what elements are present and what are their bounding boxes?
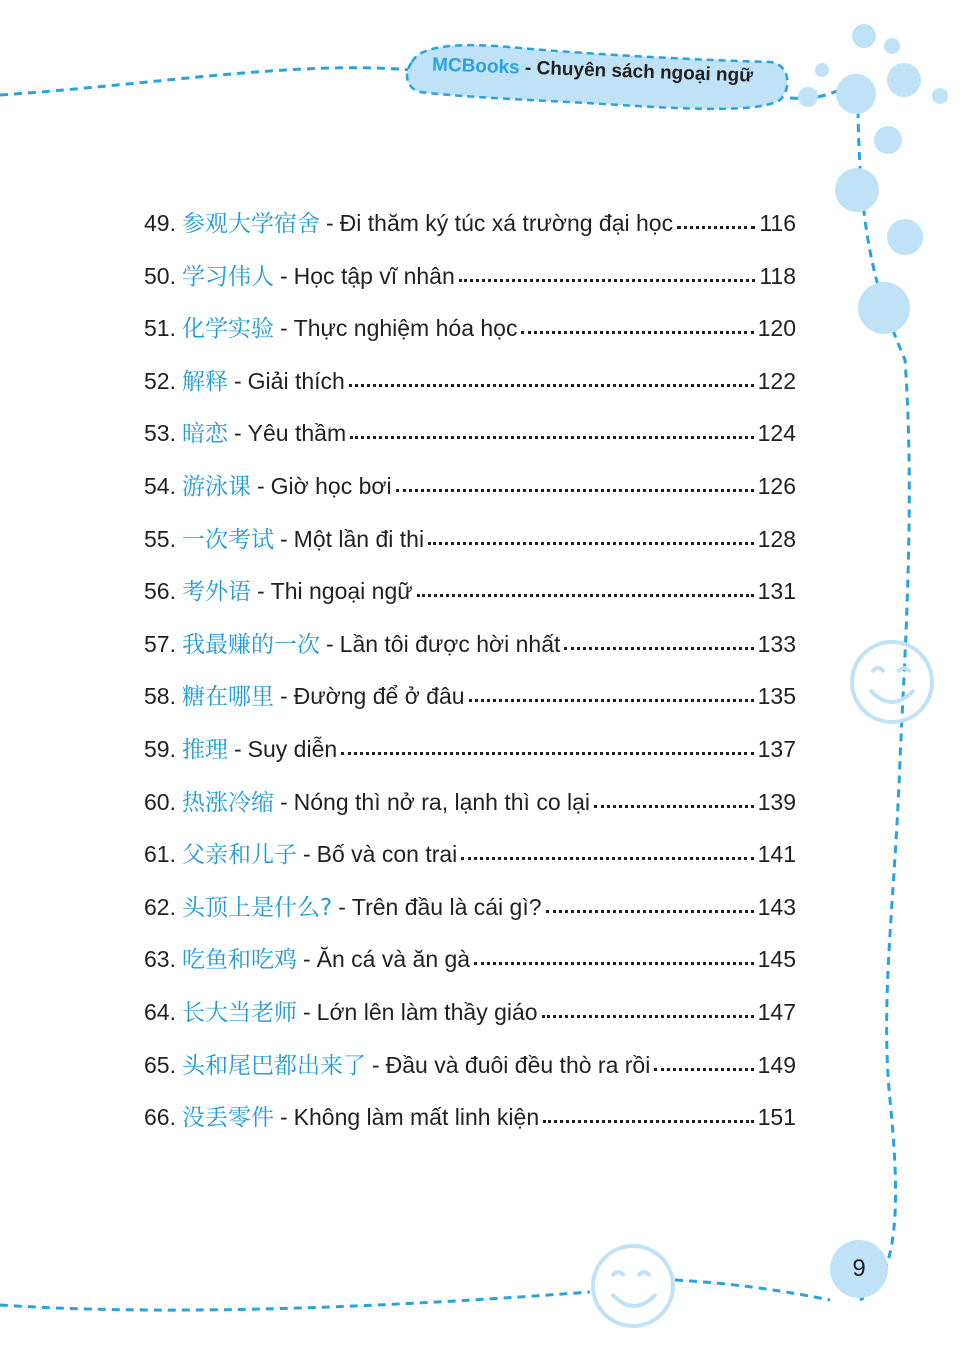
- entry-chinese-title: 头和尾巴都出来了: [181, 1052, 366, 1079]
- entry-dash: -: [256, 472, 265, 499]
- entry-chinese-title: 推理: [181, 736, 228, 763]
- entry-vietnamese-title: Học tập vĩ nhân: [293, 262, 455, 289]
- brand-separator: -: [519, 57, 537, 80]
- entry-chinese-title: 解释: [181, 368, 228, 395]
- toc-entry[interactable]: [144, 836, 796, 889]
- entry-page: 147: [757, 998, 796, 1025]
- entry-chinese-title: 糖在哪里: [181, 684, 274, 711]
- entry-vietnamese-title: Bố và con trai: [316, 841, 458, 868]
- entry-number: 56.: [144, 578, 176, 605]
- entry-vietnamese-title: Nóng thì nở ra, lạnh thì co lại: [293, 788, 591, 815]
- toc-entry[interactable]: [144, 889, 796, 942]
- page-number-text: 9: [852, 1255, 866, 1282]
- entry-number: 64.: [144, 998, 176, 1025]
- entry-dash: -: [279, 1104, 288, 1131]
- entry-chinese-title: 我最赚的一次: [181, 631, 320, 658]
- entry-chinese-title: 父亲和儿子: [181, 842, 297, 869]
- entry-dot-leader: [461, 856, 753, 860]
- toc-entry[interactable]: [144, 1047, 796, 1100]
- entry-chinese-title: 热涨冷缩: [181, 789, 274, 816]
- toc-entry[interactable]: [144, 573, 796, 626]
- entry-dot-leader: [521, 330, 753, 334]
- entry-dash: -: [279, 525, 288, 552]
- entry-number: 61.: [144, 841, 176, 868]
- entry-number: 65.: [144, 1051, 176, 1078]
- entry-dot-leader: [546, 909, 754, 913]
- toc-entry[interactable]: [144, 258, 796, 311]
- entry-vietnamese-title: Ăn cá và ăn gà: [316, 946, 471, 973]
- entry-vietnamese-title: Thi ngoại ngữ: [270, 578, 413, 605]
- entry-page: 145: [757, 946, 796, 973]
- entry-page: 124: [757, 420, 796, 447]
- toc-entry[interactable]: [144, 310, 796, 363]
- entry-dot-leader: [459, 278, 756, 282]
- toc-entry[interactable]: [144, 205, 796, 258]
- toc-entry[interactable]: [144, 994, 796, 1047]
- entry-page: 149: [757, 1051, 796, 1078]
- entry-number: 59.: [144, 735, 176, 762]
- bottom-dashed-border: [0, 1292, 590, 1310]
- entry-number: 53.: [144, 420, 176, 447]
- entry-vietnamese-title: Giờ học bơi: [270, 472, 392, 499]
- entry-chinese-title: 一次考试: [181, 526, 274, 553]
- entry-dash: -: [279, 683, 288, 710]
- entry-vietnamese-title: Suy diễn: [247, 735, 338, 762]
- entry-dash: -: [338, 893, 346, 920]
- entry-vietnamese-title: Trên đầu là cái gì?: [351, 893, 542, 920]
- table-of-contents: [144, 205, 796, 1152]
- bubbles: [798, 24, 948, 334]
- entry-page: 126: [757, 472, 796, 499]
- entry-dash: -: [233, 367, 242, 394]
- smiley-bottom: [593, 1246, 673, 1326]
- entry-dot-leader: [469, 698, 754, 702]
- entry-number: 49.: [144, 210, 176, 236]
- entry-dot-leader: [542, 1014, 754, 1018]
- entry-number: 58.: [144, 683, 176, 710]
- entry-page: 128: [757, 525, 796, 552]
- entry-page: 151: [757, 1104, 796, 1131]
- entry-dash: -: [233, 420, 242, 447]
- entry-dash: -: [371, 1051, 380, 1078]
- entry-page: 131: [757, 578, 796, 605]
- page-number: [830, 1240, 888, 1298]
- entry-vietnamese-title: Thực nghiệm hóa học: [293, 315, 518, 342]
- brand-name: MCBooks: [431, 54, 521, 79]
- entry-dot-leader: [543, 1119, 754, 1123]
- entry-dot-leader: [594, 804, 754, 808]
- entry-chinese-title: 头顶上是什么?: [181, 894, 333, 921]
- entry-number: 66.: [144, 1104, 176, 1131]
- entry-chinese-title: 没丢零件: [181, 1105, 274, 1132]
- entry-chinese-title: 参观大学宿舍: [181, 211, 320, 237]
- entry-dash: -: [325, 630, 334, 657]
- entry-vietnamese-title: Một lần đi thi: [293, 525, 425, 552]
- entry-page: 135: [757, 683, 796, 710]
- entry-page: 141: [757, 841, 796, 868]
- entry-number: 51.: [144, 315, 176, 342]
- entry-number: 54.: [144, 472, 176, 499]
- entry-vietnamese-title: Không làm mất linh kiện: [293, 1104, 540, 1131]
- toc-entry[interactable]: [144, 626, 796, 679]
- entry-vietnamese-title: Yêu thầm: [247, 420, 347, 447]
- brand-tagline: Chuyên sách ngoại ngữ: [536, 58, 754, 87]
- entry-dot-leader: [428, 541, 754, 545]
- entry-vietnamese-title: Giải thích: [247, 367, 345, 394]
- entry-dot-leader: [474, 961, 754, 965]
- toc-entry[interactable]: [144, 784, 796, 837]
- entry-dot-leader: [564, 646, 753, 650]
- entry-page: 120: [757, 315, 796, 342]
- entry-chinese-title: 暗恋: [181, 421, 228, 448]
- smiley-right: [852, 642, 932, 722]
- entry-dash: -: [256, 578, 265, 605]
- entry-chinese-title: 化学实验: [181, 316, 274, 343]
- entry-chinese-title: 学习伟人: [181, 263, 274, 290]
- top-dashed-border: [0, 68, 410, 95]
- entry-vietnamese-title: Lớn lên làm thầy giáo: [316, 998, 538, 1025]
- entry-dot-leader: [341, 751, 753, 755]
- entry-page: 118: [759, 262, 796, 289]
- toc-entry[interactable]: [144, 363, 796, 416]
- entry-chinese-title: 考外语: [181, 579, 251, 606]
- entry-number: 50.: [144, 262, 176, 289]
- entry-page: 133: [757, 630, 796, 657]
- toc-entry[interactable]: [144, 731, 796, 784]
- toc-entry[interactable]: [144, 521, 796, 574]
- entry-dash: -: [279, 315, 288, 342]
- entry-number: 60.: [144, 788, 176, 815]
- entry-number: 57.: [144, 630, 176, 657]
- toc-entry[interactable]: [144, 415, 796, 468]
- entry-number: 62.: [144, 893, 176, 920]
- entry-page: 122: [757, 367, 796, 394]
- entry-dot-leader: [654, 1067, 753, 1071]
- entry-page: 143: [757, 893, 796, 920]
- entry-number: 63.: [144, 946, 176, 973]
- entry-dash: -: [302, 946, 311, 973]
- entry-dash: -: [279, 788, 288, 815]
- entry-chinese-title: 吃鱼和吃鸡: [181, 947, 297, 974]
- entry-dot-leader: [349, 383, 754, 387]
- entry-vietnamese-title: Đi thăm ký túc xá trường đại học: [339, 210, 674, 236]
- entry-page: 137: [757, 735, 796, 762]
- entry-number: 52.: [144, 367, 176, 394]
- entry-number: 55.: [144, 525, 176, 552]
- toc-entry[interactable]: [144, 678, 796, 731]
- bottom-dashed-border-right: [675, 1280, 830, 1300]
- entry-chinese-title: 长大当老师: [181, 999, 297, 1026]
- entry-page: 139: [757, 788, 796, 815]
- entry-vietnamese-title: Đường để ở đâu: [293, 683, 465, 710]
- entry-dot-leader: [396, 488, 754, 492]
- entry-page: 116: [759, 210, 796, 236]
- entry-dot-leader: [350, 435, 754, 439]
- entry-dot-leader: [677, 225, 755, 229]
- entry-dot-leader: [417, 593, 754, 597]
- entry-dash: -: [325, 210, 334, 236]
- entry-dash: -: [279, 262, 288, 289]
- entry-dash: -: [302, 998, 311, 1025]
- toc-entry[interactable]: [144, 941, 796, 994]
- entry-chinese-title: 游泳课: [181, 473, 251, 500]
- entry-dash: -: [302, 841, 311, 868]
- toc-entry[interactable]: [144, 468, 796, 521]
- entry-vietnamese-title: Đầu và đuôi đều thò ra rồi: [385, 1051, 651, 1078]
- entry-dash: -: [233, 735, 242, 762]
- entry-vietnamese-title: Lần tôi được hời nhất: [339, 630, 561, 657]
- toc-entry[interactable]: [144, 1099, 796, 1152]
